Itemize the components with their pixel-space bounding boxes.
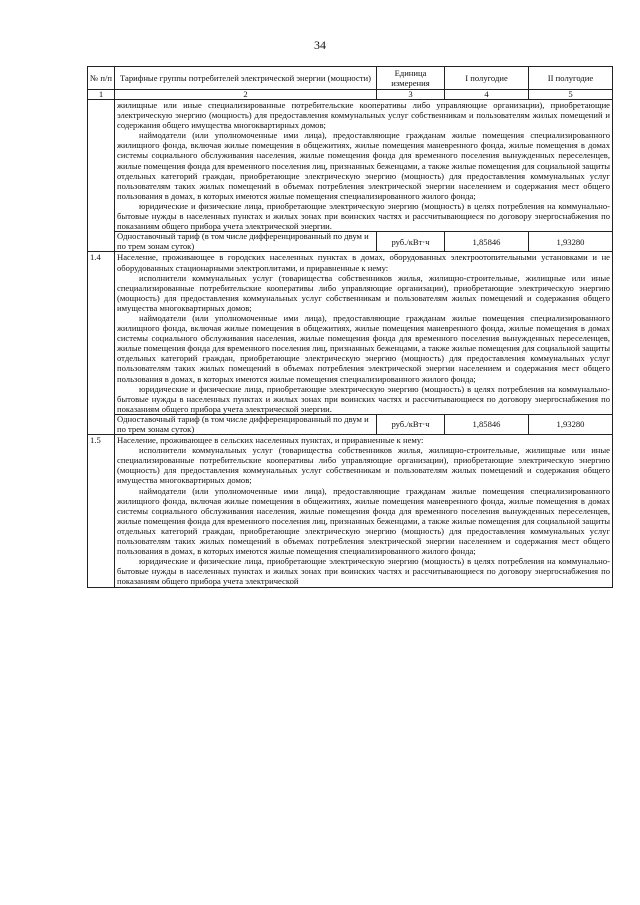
table-header-row (88, 67, 613, 90)
tariff-table (87, 66, 613, 588)
continuation-text-cell (115, 100, 613, 232)
header-num: № п/п (88, 67, 115, 90)
row-number: 1.4 (88, 252, 115, 435)
text-paragraph: исполнители коммунальных услуг (товарищества собственников жилья, жилищно-строительные, жилищные или иные специализированные потребительские кооперативы либо управляющие организации), приобретающие электрическую энергию (мощность) для предоставления коммунальных услуг собственникам и пользователям жилых помещений и содержания общего имущества многоквартирных домов; (117, 445, 610, 486)
tariff-row (88, 232, 613, 252)
header-first-half: I полугодие (445, 67, 529, 90)
header-unit: Единица измерения (377, 67, 445, 90)
header-group: Тарифные группы потребителей электрической энергии (мощности) (115, 67, 377, 90)
continuation-row (88, 100, 613, 232)
tariff-unit: руб./кВт·ч (377, 414, 445, 434)
tariff-second-half: 1,93280 (529, 414, 613, 434)
tariff-label: Одноставочный тариф (в том числе дифференцированный по двум и по трем зонам суток) (115, 414, 377, 434)
row-text-cell (115, 252, 613, 415)
table-row-1-4 (88, 252, 613, 415)
tariff-unit: руб./кВт·ч (377, 232, 445, 252)
colnum-3: 3 (377, 90, 445, 100)
page-number: 34 (314, 38, 326, 52)
text-paragraph: наймодатели (или уполномоченные ими лица), предоставляющие гражданам жилые помещения специализированного жилищного фонда, включая жилые помещения в общежитиях, жилые помещения маневренного фонда, жилые помещения в домах системы социального обслуживания населения, жилые помещения фонда для временного поселения вынужденных переселенцев, жилые помещения фонда для временного поселения лиц, признанных беженцами, а также жилые помещения для социальной защиты отдельных категорий граждан, приобретающие электрическую энергию (мощность) для предоставления коммунальных услуг пользователям таких жилых помещений в объемах потребления электрической энергии населением и содержания мест общего пользования в домах, в которых имеются жилые помещения специализированного жилого фонда; (117, 485, 610, 557)
colnum-2: 2 (115, 90, 377, 100)
tariff-second-half: 1,93280 (529, 232, 613, 252)
tariff-first-half: 1,85846 (445, 232, 529, 252)
text-paragraph: юридические и физические лица, приобретающие электрическую энергию (мощность) в целях потребления на коммунально-бытовые нужды в населенных пунктах и жилых зонах при воинских частях и рассчитывающиеся по договору энергоснабжения по показаниям общего прибора учета электрической энергии. (117, 383, 610, 414)
header-second-half: II полугодие (529, 67, 613, 90)
tariff-label: Одноставочный тариф (в том числе дифференцированный по двум и по трем зонам суток) (115, 232, 377, 252)
colnum-4: 4 (445, 90, 529, 100)
text-paragraph: юридические и физические лица, приобретающие электрическую энергию (мощность) в целях потребления на коммунально-бытовые нужды в населенных пунктах и жилых зонах при воинских частях и рассчитывающиеся по договору энергоснабжения по показаниям общего прибора учета электрической энергии. (117, 200, 610, 232)
continuation-num-cell (88, 100, 115, 252)
row-intro: Население, проживающее в городских населенных пунктах в домах, оборудованных электроотопительными установками и не оборудованных стационарными электроплитами, и приравненные к нему: (117, 252, 610, 273)
text-paragraph: исполнители коммунальных услуг (товарищества собственников жилья, жилищно-строительные, жилищные или иные специализированные потребительские кооперативы либо управляющие организации), приобретающие электрическую энергию (мощность) для предоставления коммунальных услуг собственникам и пользователям жилых помещений и содержания общего имущества многоквартирных домов; (117, 272, 610, 313)
tariff-row (88, 414, 613, 434)
colnum-1: 1 (88, 90, 115, 100)
row-number: 1.5 (88, 435, 115, 587)
colnum-5: 5 (529, 90, 613, 100)
text-paragraph: юридические и физические лица, приобретающие электрическую энергию (мощность) в целях потребления на коммунально-бытовые нужды в населенных пунктах и жилых зонах при воинских частях и рассчитывающиеся по договору энергоснабжения по показаниям общего прибора учета электрической (117, 556, 610, 587)
table-row-1-5 (88, 435, 613, 587)
row-intro: Население, проживающее в сельских населенных пунктах, и приравненные к нему: (117, 435, 424, 446)
row-text-cell (115, 435, 613, 587)
text-paragraph: наймодатели (или уполномоченные ими лица), предоставляющие гражданам жилые помещения специализированного жилищного фонда, включая жилые помещения в общежитиях, жилые помещения маневренного фонда, жилые помещения в домах системы социального обслуживания населения, жилые помещения фонда для временного поселения вынужденных переселенцев, жилые помещения фонда для временного поселения лиц, признанных беженцами, а также жилые помещения для социальной защиты отдельных категорий граждан, приобретающие электрическую энергию (мощность) для предоставления коммунальных услуг пользователям таких жилых помещений в объемах потребления электрической энергии населением и содержания мест общего пользования в домах, в которых имеются жилые помещения специализированного жилого фонда; (117, 312, 610, 384)
text-paragraph: жилищные или иные специализированные потребительские кооперативы либо управляющие организации), приобретающие электрическую энергию (мощность) для предоставления коммунальных услуг собственникам и пользователям жилых помещений и содержания общего имущества многоквартирных домов; (117, 100, 610, 131)
text-paragraph: наймодатели (или уполномоченные ими лица), предоставляющие гражданам жилые помещения специализированного жилищного фонда, включая жилые помещения в общежитиях, жилые помещения маневренного фонда, жилые помещения в домах системы социального обслуживания населения, жилые помещения фонда для временного поселения вынужденных переселенцев, жилые помещения фонда для временного поселения лиц, признанных беженцами, а также жилые помещения для социальной защиты отдельных категорий граждан, приобретающие электрическую энергию (мощность) для предоставления коммунальных услуг пользователям таких жилых помещений в объемах потребления электрической энергии населением и содержания мест общего пользования в домах, в которых имеются жилые помещения специализированного жилого фонда; (117, 130, 610, 201)
column-number-row (88, 90, 613, 100)
tariff-first-half: 1,85846 (445, 414, 529, 434)
